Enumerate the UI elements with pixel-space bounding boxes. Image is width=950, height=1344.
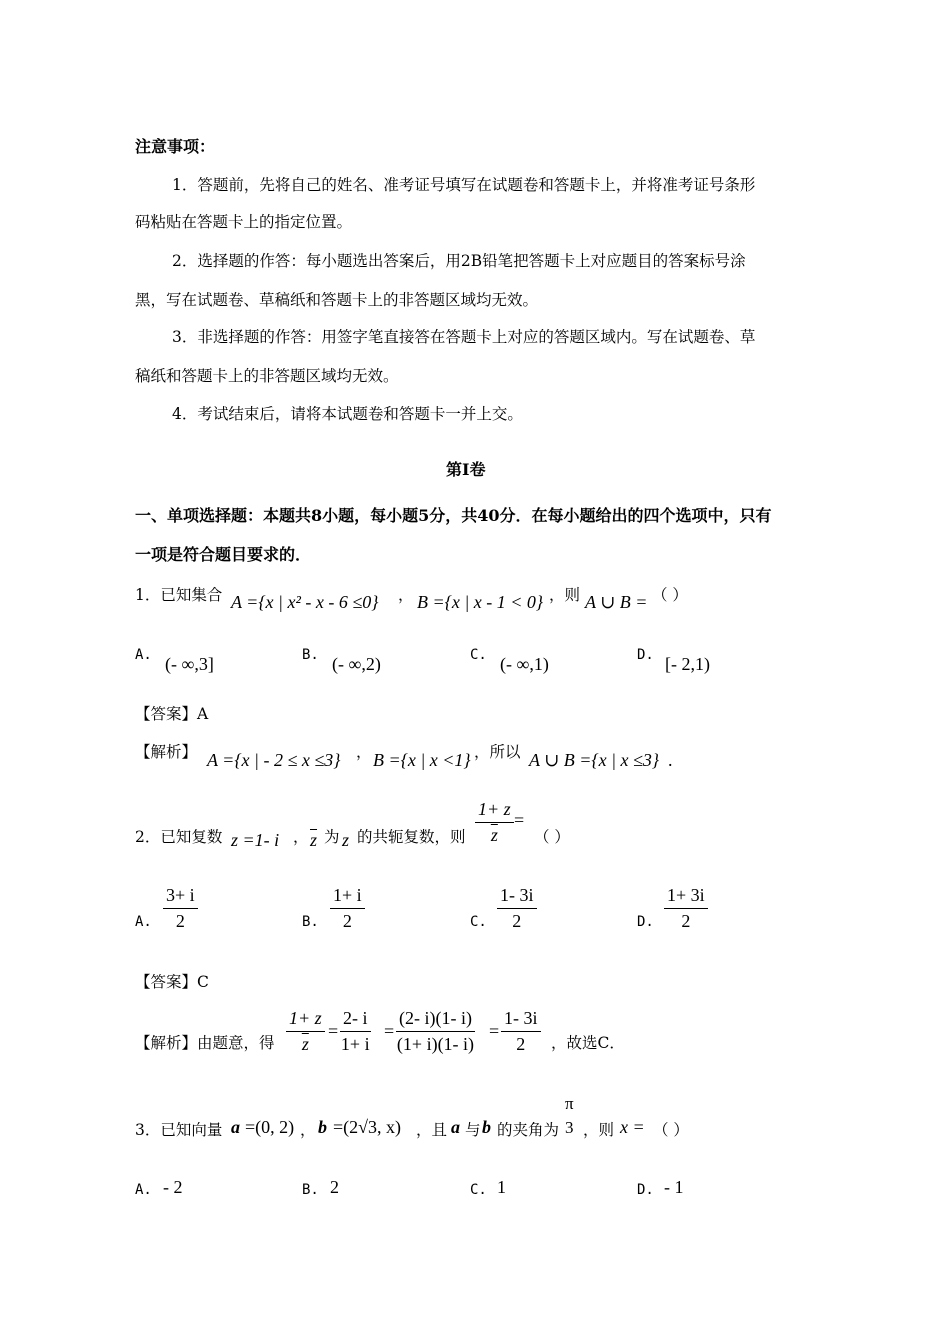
q2-option-a-num: 3+ i (163, 885, 198, 909)
q2-analysis-f4-num: 1- 3i (501, 1008, 541, 1032)
q2-analysis-label: 【解析】由题意，得 (135, 1034, 275, 1052)
q2-analysis-f1-num: 1+ z (286, 1008, 325, 1032)
q3-paren: （ ） (653, 1121, 689, 1139)
q3-vector-a-value: =(0, 2) (245, 1117, 295, 1137)
q2-analysis-f4-den: 2 (516, 1034, 526, 1054)
notes-item-2-line-1: 2．选择题的作答：每小题选出答案后，用2B铅笔把答题卡上对应题目的答案标号涂 (172, 252, 746, 270)
q1-sep: ， (398, 586, 414, 604)
q2-conj-text: 的共轭复数，则 (357, 828, 466, 846)
q1-then: ，则 (549, 586, 581, 604)
q3-option-d-label: D. (637, 1182, 654, 1198)
q2-analysis-fraction-3 (396, 1008, 475, 1055)
q2-z-def: z =1- i (231, 830, 280, 850)
q3-angle-fraction (562, 1094, 577, 1138)
q2-option-d-num: 1+ 3i (664, 885, 708, 909)
q1-option-c-value: (- ∞,1) (500, 654, 549, 674)
q2-analysis-f2-num: 2- i (340, 1008, 371, 1032)
q1-set-b: B ={x | x - 1 < 0} (417, 592, 544, 612)
q3-vector-a-ref: a (451, 1117, 460, 1137)
q3-then: ，则 (583, 1121, 615, 1139)
q2-analysis-eq-1: = (328, 1021, 339, 1041)
q2-option-d-fraction (664, 885, 708, 932)
q2-analysis-f1-den: z (301, 1034, 309, 1054)
notes-item-4: 4．考试结束后，请将本试题卷和答题卡一并上交。 (172, 405, 523, 423)
notes-item-2-line-2: 黑，写在试题卷、草稿纸和答题卡上的非答题区域均无效。 (135, 291, 539, 309)
notes-item-1-line-1: 1．答题前，先将自己的姓名、准考证号填写在试题卷和答题卡上，并将准考证号条形 (172, 176, 756, 194)
q3-option-a-label: A. (135, 1182, 152, 1198)
q2-question-fraction-den: z (490, 825, 498, 845)
q3-option-b-label: B. (302, 1182, 319, 1198)
q3-vector-b-ref: b (482, 1117, 491, 1137)
q3-angle-den: 3 (565, 1118, 574, 1137)
q1-option-b-label: B. (302, 647, 319, 663)
q2-option-b-fraction (330, 885, 365, 932)
q2-analysis-f3-den: (1+ i)(1- i) (396, 1034, 475, 1054)
q3-angle-text: 的夹角为 (497, 1121, 560, 1139)
q1-analysis-a: A ={x | - 2 ≤ x ≤3} (207, 750, 341, 770)
section-intro-line-2: 一项是符合题目要求的． (135, 545, 312, 564)
q2-option-c-fraction (497, 885, 537, 932)
q3-option-c-value: 1 (497, 1177, 506, 1197)
q3-with: 与 (465, 1121, 481, 1139)
q3-option-a-value: - 2 (163, 1177, 183, 1197)
q2-answer: 【答案】C (135, 973, 209, 991)
q2-analysis-fraction-2 (340, 1008, 371, 1055)
q2-analysis-fraction-4 (501, 1008, 541, 1055)
q2-option-d-label: D. (637, 914, 654, 930)
q3-option-c-label: C. (470, 1182, 487, 1198)
q2-comma: ， (293, 828, 309, 846)
q2-analysis-eq-2: = (384, 1021, 395, 1041)
q2-option-b-label: B. (302, 914, 319, 930)
q1-option-b-value: (- ∞,2) (332, 654, 381, 674)
q2-option-c-label: C. (470, 914, 487, 930)
q2-option-c-den: 2 (512, 911, 522, 931)
q3-vector-a: a (231, 1117, 240, 1137)
q2-option-c-num: 1- 3i (497, 885, 537, 909)
q2-analysis-end: ，故选C． (551, 1034, 625, 1052)
q2-question-fraction-num: 1+ z (475, 799, 514, 823)
q1-paren: （ ） (652, 586, 688, 604)
q1-analysis-end: . (668, 750, 673, 770)
q2-option-a-den: 2 (175, 911, 185, 931)
q3-prefix: 3．已知向量 (135, 1121, 223, 1139)
q2-question-fraction (475, 799, 514, 846)
q1-option-c-label: C. (470, 647, 487, 663)
q2-analysis-f2-den: 1+ i (340, 1034, 370, 1054)
q3-vector-b: b (318, 1117, 327, 1137)
q2-z-bar: $\overline{z}$ (310, 830, 318, 850)
q1-option-d-label: D. (637, 647, 654, 663)
q1-analysis-so: ，所以 (474, 743, 521, 761)
q3-vector-b-value: =(2√3, x) (333, 1117, 402, 1137)
q1-analysis-c: A ∪ B ={x | x ≤3} (529, 750, 660, 770)
q2-option-d-den: 2 (681, 911, 691, 931)
q3-and: ，且 (416, 1121, 448, 1139)
q1-expr: A ∪ B = (585, 592, 648, 612)
q2-analysis-fraction-1 (286, 1008, 325, 1055)
section-title: 第Ⅰ卷 (446, 460, 486, 479)
q2-option-b-num: 1+ i (330, 885, 365, 909)
q2-eq: = (514, 810, 525, 830)
q3-option-b-value: 2 (330, 1177, 339, 1197)
notes-item-1-line-2: 码粘贴在答题卡上的指定位置。 (135, 213, 353, 231)
q2-option-a-fraction (163, 885, 198, 932)
q1-analysis-label: 【解析】 (135, 743, 198, 761)
q1-option-a-value: (- ∞,3] (165, 654, 214, 674)
q2-paren: （ ） (534, 828, 570, 846)
q2-analysis-f3-num: (2- i)(1- i) (396, 1008, 475, 1032)
q2-prefix: 2．已知复数 (135, 828, 223, 846)
q1-option-a-label: A. (135, 647, 152, 663)
q1-analysis-sep: ， (356, 743, 372, 761)
q2-option-a-label: A. (135, 914, 152, 930)
section-intro-line-1: 一、单项选择题：本题共8小题，每小题5分，共40分．在每小题给出的四个选项中，只有 (135, 506, 772, 525)
q1-analysis-b: B ={x | x <1} (373, 750, 471, 770)
q3-comma: ， (300, 1121, 316, 1139)
q2-z: z (342, 830, 350, 850)
q2-option-b-den: 2 (342, 911, 352, 931)
q3-angle-num: π (565, 1094, 574, 1113)
q1-answer: 【答案】A (135, 705, 209, 723)
q1-option-d-value: [- 2,1) (665, 654, 710, 674)
q1-prefix: 1．已知集合 (135, 586, 223, 604)
q2-analysis-eq-3: = (489, 1021, 500, 1041)
q2-is: 为 (324, 828, 340, 846)
q1-set-a: A ={x | x² - x - 6 ≤0} (231, 592, 379, 612)
notes-item-3-line-1: 3．非选择题的作答：用签字笔直接答在答题卡上对应的答题区域内。写在试题卷、草 (172, 328, 756, 346)
notes-heading: 注意事项： (135, 137, 216, 156)
notes-item-3-line-2: 稿纸和答题卡上的非答题区域均无效。 (135, 367, 399, 385)
q3-x-eq: x = (620, 1117, 645, 1137)
q3-option-d-value: - 1 (664, 1177, 684, 1197)
